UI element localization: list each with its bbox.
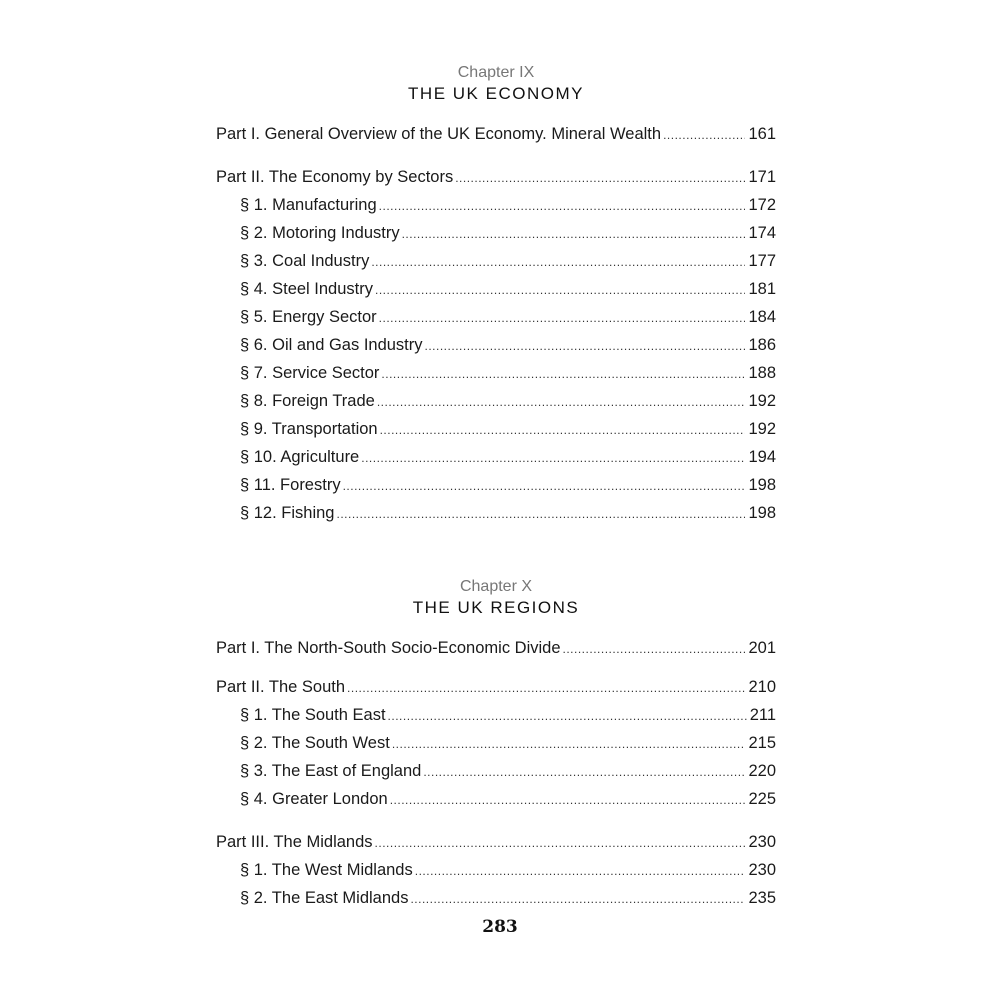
toc-section[interactable] xyxy=(216,471,776,499)
leader-dots xyxy=(388,702,747,730)
toc-page-number: 201 xyxy=(748,639,776,657)
toc-section[interactable] xyxy=(216,191,776,219)
toc-section[interactable] xyxy=(216,443,776,471)
toc-section[interactable] xyxy=(216,275,776,303)
chapter-label: Chapter X xyxy=(459,578,533,595)
toc-section[interactable] xyxy=(216,884,776,912)
toc-page-number: 184 xyxy=(748,308,776,326)
leader-dots xyxy=(343,472,746,500)
toc-page-number: 194 xyxy=(748,448,776,466)
leader-dots xyxy=(336,500,745,528)
toc-section[interactable] xyxy=(216,785,776,813)
chapter-heading xyxy=(216,577,776,619)
toc-section[interactable] xyxy=(216,701,776,729)
toc-page-number: 225 xyxy=(748,790,776,808)
leader-dots xyxy=(361,444,745,472)
toc-part-title: Part I. General Overview of the UK Economy. Mineral Wealth xyxy=(216,125,662,143)
leader-dots xyxy=(425,332,746,360)
toc-part[interactable] xyxy=(216,634,776,662)
toc-page-number: 198 xyxy=(748,504,776,522)
toc-section-title: § 2. The South West xyxy=(240,734,390,752)
leader-dots xyxy=(410,885,745,913)
table-of-contents xyxy=(216,63,776,912)
toc-section-title: § 3. The East of England xyxy=(240,762,422,780)
toc-page-number: 198 xyxy=(748,476,776,494)
toc-page-number: 171 xyxy=(748,168,776,186)
leader-dots xyxy=(375,829,746,857)
leader-dots xyxy=(455,164,745,192)
toc-section[interactable] xyxy=(216,359,776,387)
chapter-heading xyxy=(216,63,776,105)
toc-section-title: § 6. Oil and Gas Industry xyxy=(240,336,423,354)
toc-section[interactable] xyxy=(216,219,776,247)
toc-part-title: Part III. The Midlands xyxy=(216,833,373,851)
leader-dots xyxy=(379,304,746,332)
toc-part-title: Part I. The North-South Socio-Economic Divide xyxy=(216,639,561,657)
toc-page-number: 220 xyxy=(748,762,776,780)
page-number: 283 xyxy=(482,917,518,937)
toc-part[interactable] xyxy=(216,673,776,701)
chapter-title: THE UK ECONOMY xyxy=(408,84,584,103)
toc-section[interactable] xyxy=(216,415,776,443)
toc-page-number: 161 xyxy=(748,125,776,143)
toc-section-title: § 2. The East Midlands xyxy=(240,889,409,907)
toc-section-title: § 3. Coal Industry xyxy=(240,252,370,270)
leader-dots xyxy=(663,121,745,149)
toc-section-title: § 9. Transportation xyxy=(240,420,378,438)
leader-dots xyxy=(377,388,746,416)
leader-dots xyxy=(423,758,745,786)
toc-section-title: § 12. Fishing xyxy=(240,504,335,522)
toc-page-number: 215 xyxy=(748,734,776,752)
leader-dots xyxy=(371,248,745,276)
toc-page-number: 181 xyxy=(748,280,776,298)
toc-page-number: 188 xyxy=(748,364,776,382)
toc-page-number: 177 xyxy=(748,252,776,270)
toc-section-title: § 1. The South East xyxy=(240,706,386,724)
toc-section-title: § 7. Service Sector xyxy=(240,364,380,382)
toc-section-title: § 5. Energy Sector xyxy=(240,308,377,326)
toc-section-title: § 8. Foreign Trade xyxy=(240,392,375,410)
toc-page-number: 172 xyxy=(748,196,776,214)
leader-dots xyxy=(379,192,746,220)
toc-section[interactable] xyxy=(216,729,776,757)
toc-part[interactable] xyxy=(216,828,776,856)
chapter-label: Chapter IX xyxy=(457,64,535,81)
toc-section-title: § 2. Motoring Industry xyxy=(240,224,400,242)
toc-section[interactable] xyxy=(216,331,776,359)
toc-part-title: Part II. The South xyxy=(216,678,346,696)
toc-section-title: § 10. Agriculture xyxy=(240,448,360,466)
leader-dots xyxy=(402,220,746,248)
toc-page-number: 174 xyxy=(748,224,776,242)
toc-part-title: Part II. The Economy by Sectors xyxy=(216,168,454,186)
leader-dots xyxy=(380,416,746,444)
toc-page-number: 211 xyxy=(749,706,776,724)
toc-section[interactable] xyxy=(216,303,776,331)
toc-section[interactable] xyxy=(216,247,776,275)
toc-section-title: § 11. Forestry xyxy=(240,476,341,494)
leader-dots xyxy=(392,730,746,758)
leader-dots xyxy=(381,360,745,388)
leader-dots xyxy=(390,786,746,814)
leader-dots xyxy=(375,276,745,304)
toc-page-number: 186 xyxy=(748,336,776,354)
toc-section-title: § 1. Manufacturing xyxy=(240,196,377,214)
toc-page-number: 192 xyxy=(748,392,776,410)
toc-section[interactable] xyxy=(216,757,776,785)
chapter-title: THE UK REGIONS xyxy=(412,598,580,617)
toc-section[interactable] xyxy=(216,499,776,527)
toc-page-number: 230 xyxy=(748,861,776,879)
toc-part[interactable] xyxy=(216,120,776,148)
toc-page-number: 235 xyxy=(748,889,776,907)
leader-dots xyxy=(415,857,746,885)
leader-dots xyxy=(347,674,745,702)
toc-page-number: 230 xyxy=(748,833,776,851)
toc-page-number: 192 xyxy=(748,420,776,438)
toc-section[interactable] xyxy=(216,387,776,415)
toc-section[interactable] xyxy=(216,856,776,884)
toc-section-title: § 4. Greater London xyxy=(240,790,388,808)
toc-part[interactable] xyxy=(216,163,776,191)
toc-page-number: 210 xyxy=(748,678,776,696)
leader-dots xyxy=(563,635,746,663)
toc-section-title: § 1. The West Midlands xyxy=(240,861,413,879)
toc-section-title: § 4. Steel Industry xyxy=(240,280,373,298)
